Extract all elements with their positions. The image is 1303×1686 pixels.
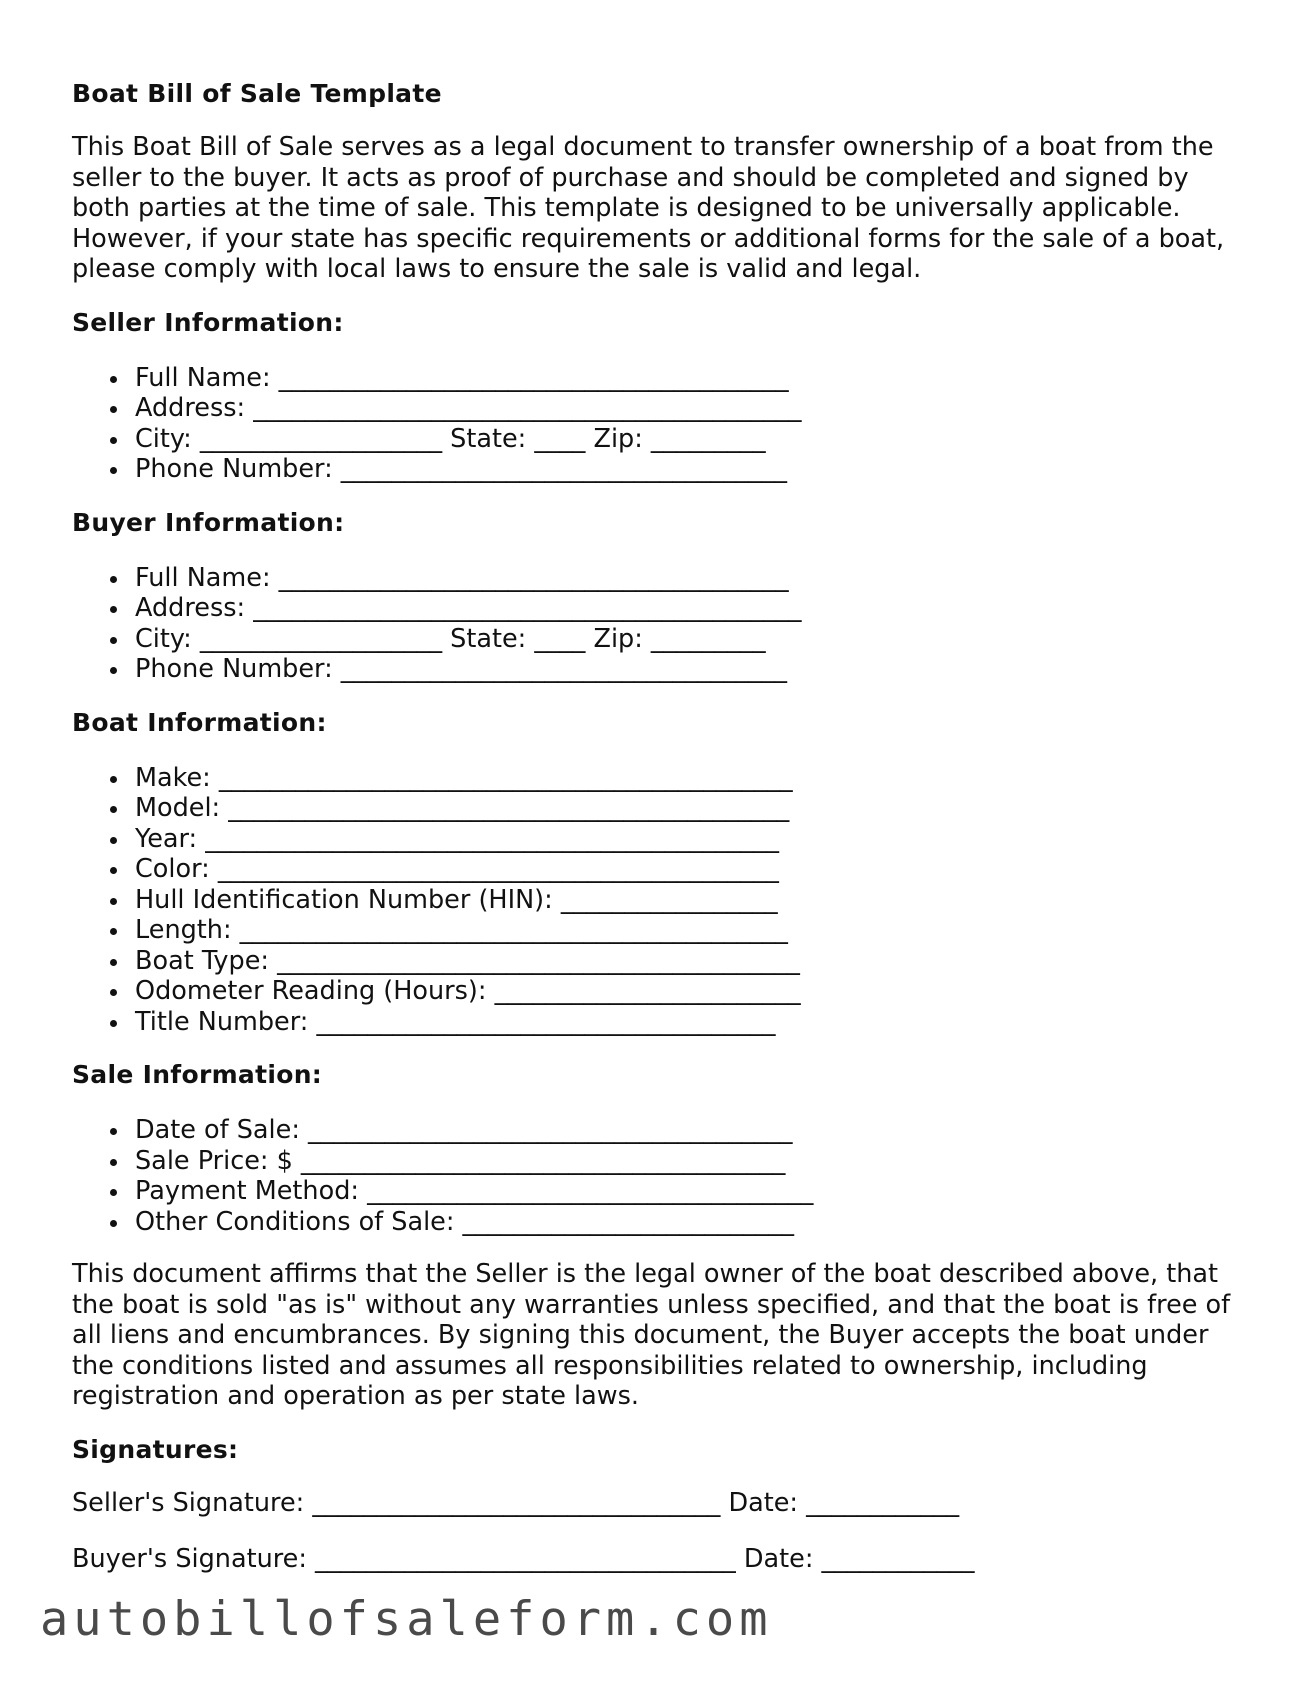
boat-model-field: Model: ____________________________________________	[135, 793, 1232, 824]
buyer-address-field: Address: ___________________________________________	[135, 593, 1232, 624]
buyer-full-name-field: Full Name: ________________________________________	[135, 563, 1232, 594]
boat-color-field: Color: ____________________________________________	[135, 854, 1232, 885]
boat-type-field: Boat Type: _________________________________________	[135, 946, 1232, 977]
seller-fields	[72, 363, 1232, 485]
intro-paragraph: This Boat Bill of Sale serves as a legal document to transfer ownership of a boat from the seller to the buyer. It acts as proof of purchase and should be completed and signed by both parties at the time of sale. This template is designed to be universally applicable. However, if your state has specific requirements or additional forms for the sale of a boat, please comply with local laws to ensure the sale is valid and legal.	[72, 132, 1225, 284]
affirmation-paragraph: This document affirms that the Seller is the legal owner of the boat described above, that the boat is sold "as is" without any warranties unless specified, and that the boat is free of all liens and encumbrances. By signing this document, the Buyer accepts the boat under the conditions listed and assumes all responsibilities related to ownership, including registration and operation as per state laws.	[72, 1259, 1231, 1411]
seller-city-state-zip-field: City: ___________________ State: ____ Zip: _________	[135, 424, 1232, 455]
seller-full-name-field: Full Name: ________________________________________	[135, 363, 1232, 394]
boat-length-field: Length: ___________________________________________	[135, 915, 1232, 946]
sale-date-field: Date of Sale: ______________________________________	[135, 1115, 1232, 1146]
signatures-heading: Signatures:	[72, 1434, 239, 1464]
boat-fields	[72, 763, 1232, 1038]
sale-price-field: Sale Price: $ ______________________________________	[135, 1146, 1232, 1177]
document-title: Boat Bill of Sale Template	[72, 79, 442, 108]
seller-heading: Seller Information:	[72, 307, 344, 337]
site-watermark: autobillofsaleform.com	[40, 1592, 773, 1647]
boat-odometer-field: Odometer Reading (Hours): ________________________	[135, 976, 1232, 1007]
other-conditions-field: Other Conditions of Sale: __________________________	[135, 1207, 1232, 1238]
seller-signature-line: Seller's Signature: ________________________________ Date: ____________	[72, 1487, 960, 1518]
buyer-city-state-zip-field: City: ___________________ State: ____ Zip: _________	[135, 624, 1232, 655]
buyer-heading: Buyer Information:	[72, 507, 345, 537]
buyer-fields	[72, 563, 1232, 685]
boat-title-number-field: Title Number: ____________________________________	[135, 1007, 1232, 1038]
buyer-phone-field: Phone Number: ___________________________________	[135, 654, 1232, 685]
boat-hin-field: Hull Identification Number (HIN): _________________	[135, 885, 1232, 916]
boat-year-field: Year: _____________________________________________	[135, 824, 1232, 855]
seller-address-field: Address: ___________________________________________	[135, 393, 1232, 424]
sale-heading: Sale Information:	[72, 1060, 323, 1089]
document-page	[72, 78, 1232, 1601]
buyer-signature-line: Buyer's Signature: _________________________________ Date: ____________	[72, 1544, 975, 1574]
payment-method-field: Payment Method: ___________________________________	[135, 1176, 1232, 1207]
boat-heading: Boat Information:	[72, 707, 327, 737]
sale-fields	[72, 1115, 1232, 1237]
seller-phone-field: Phone Number: ___________________________________	[135, 454, 1232, 485]
boat-make-field: Make: _____________________________________________	[135, 763, 1232, 794]
